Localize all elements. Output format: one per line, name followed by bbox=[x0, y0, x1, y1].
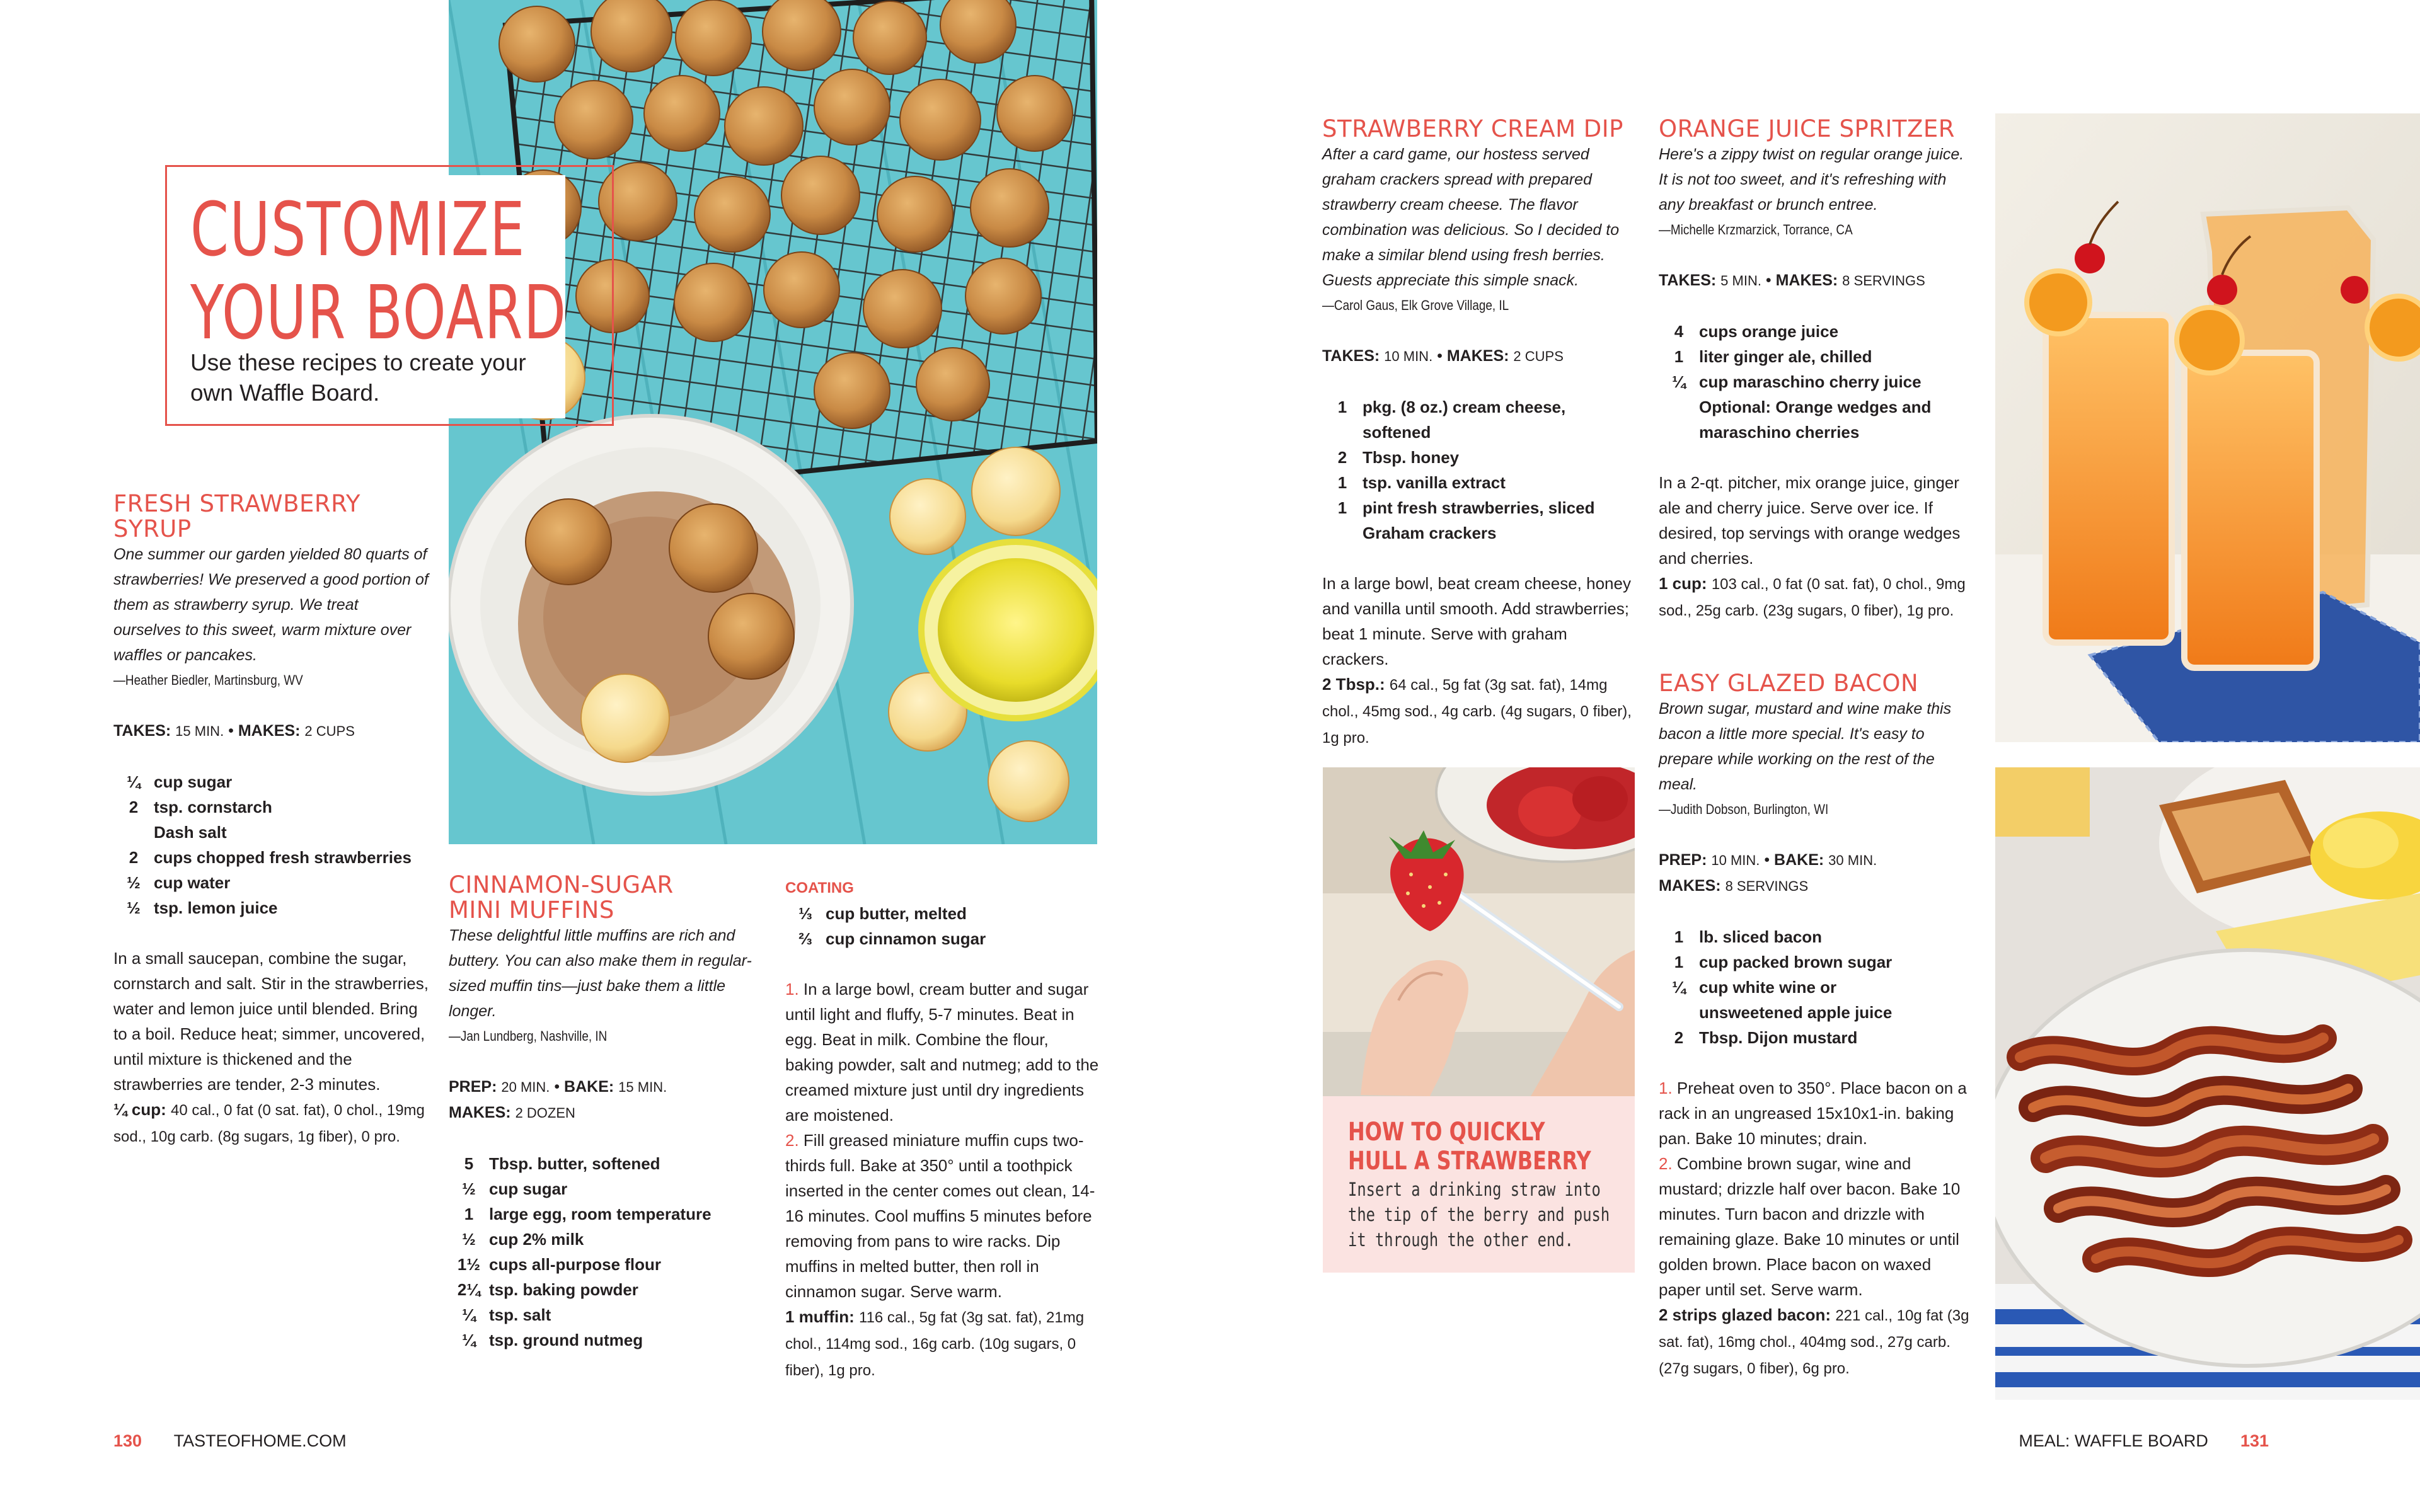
ingredient-list bbox=[1659, 319, 1974, 445]
ingredient-item: cup butter, melted bbox=[826, 904, 967, 923]
ingredient-qty: ½ bbox=[127, 898, 141, 917]
makes-value: 2 CUPS bbox=[1513, 348, 1564, 364]
takes-value: 5 MIN. bbox=[1720, 273, 1761, 289]
ingredient-item: cup packed brown sugar bbox=[1699, 953, 1893, 971]
ingredient bbox=[449, 1176, 755, 1201]
step-text: Preheat oven to 350°. Place bacon on a rack in an ungreased 15x10x1-in. baking pan. Bake 10 minutes; drain. bbox=[1659, 1079, 1967, 1148]
recipe-byline: —Jan Lundberg, Nashville, IN bbox=[449, 1028, 608, 1044]
nutrition-text: 64 cal., 5g fat (3g sat. fat), 14mg chol., 45mg sod., 4g carb. (4g sugars, 0 fiber), 1g pro. bbox=[1322, 677, 1632, 747]
ingredient bbox=[449, 1151, 755, 1176]
ingredient bbox=[1322, 394, 1637, 445]
recipe-title-line-2: MINI MUFFINS bbox=[449, 896, 614, 924]
ingredient-qty: 2 bbox=[1674, 1028, 1684, 1047]
tip-title-line-1: HOW TO QUICKLY bbox=[1348, 1118, 1545, 1147]
step-number: 1. bbox=[785, 980, 799, 999]
recipe-byline: —Michelle Krzmarzick, Torrance, CA bbox=[1659, 222, 1853, 238]
recipe-title: ORANGE JUICE SPRITZER bbox=[1659, 115, 1955, 142]
feature-title-line-2: YOUR BOARD bbox=[190, 269, 567, 356]
coating-label: COATING bbox=[785, 879, 854, 896]
ingredient-item: Dash salt bbox=[154, 823, 227, 842]
bake-label: BAKE: bbox=[1774, 851, 1824, 869]
nutrition-label: 1 muffin: bbox=[785, 1307, 855, 1326]
ingredient bbox=[449, 1252, 755, 1277]
ingredient-item: cup sugar bbox=[154, 772, 233, 791]
nutrition-text: 116 cal., 5g fat (3g sat. fat), 21mg chol., 114mg sod., 16g carb. (10g sugars, 0 fiber), 1g pro. bbox=[785, 1309, 1085, 1379]
bake-value: 30 MIN. bbox=[1828, 852, 1877, 868]
nutrition-label: ¼ cup: bbox=[113, 1100, 166, 1119]
footer-left bbox=[113, 1428, 347, 1453]
ingredient bbox=[449, 1227, 755, 1252]
ingredient-qty: ¼ bbox=[462, 1305, 476, 1324]
orange-drinks-photo bbox=[1995, 113, 2420, 742]
tip-body: Insert a drinking straw into the tip of the berry and push it through the other end. bbox=[1348, 1179, 1610, 1251]
tip-title bbox=[1348, 1118, 1591, 1176]
ingredient-qty bbox=[113, 820, 154, 845]
takes-label: TAKES: bbox=[1322, 347, 1380, 365]
ingredient-qty: ¼ bbox=[1672, 978, 1686, 997]
ingredient bbox=[1659, 369, 1974, 445]
takes-value: 10 MIN. bbox=[1384, 348, 1433, 364]
makes-label: MAKES: bbox=[1775, 272, 1838, 289]
ingredient-qty: 2¼ bbox=[457, 1280, 481, 1299]
ingredient-qty: ½ bbox=[127, 873, 141, 892]
recipe-steps bbox=[1659, 1075, 1974, 1302]
recipe-strawberry-syrup bbox=[113, 491, 429, 1150]
ingredient bbox=[113, 820, 429, 845]
ingredient-qty: 1 bbox=[1674, 927, 1684, 946]
bacon-photo bbox=[1995, 767, 2420, 1400]
site-name: TASTEOFHOME.COM bbox=[173, 1431, 347, 1450]
ingredient bbox=[1322, 495, 1637, 546]
ingredient-item: tsp. vanilla extract bbox=[1363, 473, 1506, 492]
ingredient bbox=[113, 845, 429, 870]
coating-list bbox=[785, 901, 1100, 951]
ingredient-item: cup cinnamon sugar bbox=[826, 929, 986, 948]
recipe-directions: In a small saucepan, combine the sugar, cornstarch and salt. Stir in the strawberries, water and lemon juice until blended. Bring to a boil. Reduce heat; simmer, uncovered, until mixture is thickened and the strawberries are tender, 2-3 minutes. bbox=[113, 949, 429, 1094]
ingredient-item: cup white wine or unsweetened apple juice bbox=[1699, 978, 1893, 1022]
makes-label: MAKES: bbox=[238, 722, 301, 740]
ingredient-item: Tbsp. honey bbox=[1363, 448, 1460, 467]
ingredient-item: cup 2% milk bbox=[489, 1230, 584, 1249]
ingredient-qty: 1 bbox=[1337, 398, 1347, 416]
ingredient bbox=[785, 926, 1100, 951]
ingredient bbox=[1659, 319, 1974, 344]
recipe-mini-muffins bbox=[449, 873, 755, 1353]
makes-value: 2 DOZEN bbox=[515, 1105, 575, 1121]
ingredient bbox=[785, 901, 1100, 926]
ingredient-qty: 1 bbox=[1337, 498, 1347, 517]
nutrition-label: 2 Tbsp.: bbox=[1322, 675, 1385, 694]
recipe-directions: In a large bowl, beat cream cheese, honey and vanilla until smooth. Add strawberries; beat 1 minute. Serve with graham crackers. bbox=[1322, 574, 1631, 668]
step-number: 2. bbox=[1659, 1154, 1673, 1173]
recipe-step bbox=[785, 1128, 1100, 1304]
ingredient bbox=[449, 1277, 755, 1302]
ingredient-qty: 1½ bbox=[457, 1255, 481, 1274]
ingredient-qty: ⅔ bbox=[798, 929, 812, 948]
nutrition-label: 2 strips glazed bacon: bbox=[1659, 1305, 1831, 1324]
ingredient-item: cups all-purpose flour bbox=[489, 1255, 662, 1274]
footer-right bbox=[2019, 1428, 2269, 1453]
ingredient-qty: 1 bbox=[1674, 953, 1684, 971]
page-number: 131 bbox=[2240, 1431, 2269, 1450]
recipe-nutrition bbox=[1322, 672, 1637, 751]
recipe-mini-muffins-continued bbox=[785, 876, 1100, 1383]
recipe-byline: —Judith Dobson, Burlington, WI bbox=[1659, 801, 1829, 817]
ingredient-item: cups chopped fresh strawberries bbox=[154, 848, 412, 867]
ingredient bbox=[1322, 445, 1637, 470]
takes-label: TAKES: bbox=[113, 722, 171, 740]
recipe-title: FRESH STRAWBERRY SYRUP bbox=[113, 490, 361, 542]
ingredient bbox=[1322, 470, 1637, 495]
recipe-meta: TAKES: 10 MIN. • MAKES: 2 CUPS bbox=[1322, 347, 1564, 365]
recipe-title-line-1: CINNAMON-SUGAR bbox=[449, 871, 674, 898]
bake-value: 15 MIN. bbox=[618, 1079, 667, 1095]
ingredient-item: tsp. salt bbox=[489, 1305, 551, 1324]
ingredient bbox=[113, 870, 429, 895]
ingredient bbox=[113, 895, 429, 920]
recipe-strawberry-cream-dip bbox=[1322, 117, 1637, 751]
makes-label: MAKES: bbox=[1446, 347, 1509, 365]
recipe-title: EASY GLAZED BACON bbox=[1659, 670, 1919, 697]
recipe-step bbox=[1659, 1075, 1974, 1151]
ingredient-list bbox=[1322, 394, 1637, 546]
ingredient bbox=[113, 769, 429, 794]
ingredient-item: tsp. ground nutmeg bbox=[489, 1331, 643, 1349]
ingredient bbox=[113, 794, 429, 820]
ingredient-list bbox=[113, 769, 429, 920]
page-number: 130 bbox=[113, 1431, 142, 1450]
section-name: MEAL: WAFFLE BOARD bbox=[2019, 1431, 2208, 1450]
ingredient-qty: ½ bbox=[462, 1179, 476, 1198]
prep-label: PREP: bbox=[449, 1078, 497, 1096]
ingredient-qty: ¼ bbox=[1672, 372, 1686, 391]
feature-title bbox=[190, 188, 567, 354]
recipe-step bbox=[1659, 1151, 1974, 1302]
recipe-title: STRAWBERRY CREAM DIP bbox=[1322, 115, 1623, 142]
ingredient-qty: 1 bbox=[1674, 347, 1684, 366]
ingredient-item: tsp. lemon juice bbox=[154, 898, 278, 917]
nutrition-text: 40 cal., 0 fat (0 sat. fat), 0 chol., 19mg sod., 10g carb. (8g sugars, 1g fiber), 0 pro. bbox=[113, 1102, 425, 1145]
ingredient-item: lb. sliced bacon bbox=[1699, 927, 1823, 946]
ingredient-item: cup sugar bbox=[489, 1179, 568, 1198]
recipe-directions: In a 2-qt. pitcher, mix orange juice, ginger ale and cherry juice. Serve over ice. If desired, top servings with orange wedges and cherries. bbox=[1659, 473, 1961, 568]
ingredient-qty: ¼ bbox=[462, 1331, 476, 1349]
recipe-meta: TAKES: 5 MIN. • MAKES: 8 SERVINGS bbox=[1659, 272, 1925, 289]
ingredient-qty: 1 bbox=[464, 1205, 474, 1223]
ingredient-item: liter ginger ale, chilled bbox=[1699, 347, 1872, 366]
recipe-meta: TAKES: 15 MIN. • MAKES: 2 CUPS bbox=[113, 722, 355, 740]
makes-label: MAKES: bbox=[1659, 877, 1721, 895]
recipe-intro: These delightful little muffins are rich and buttery. You can also make them in regular-sized muffin tins—just bake them a little longer. bbox=[449, 927, 752, 1020]
feature-title-line-1: CUSTOMIZE bbox=[190, 186, 526, 273]
recipe-orange-juice-spritzer bbox=[1659, 117, 1974, 624]
recipe-step bbox=[785, 976, 1100, 1128]
takes-label: TAKES: bbox=[1659, 272, 1717, 289]
feature-title-panel bbox=[176, 175, 565, 418]
feature-subtitle: Use these recipes to create your own Waffle Board. bbox=[190, 350, 526, 406]
ingredient-item: Tbsp. Dijon mustard bbox=[1699, 1028, 1858, 1047]
recipe-meta: PREP: 20 MIN. • BAKE: 15 MIN. MAKES: 2 DOZEN bbox=[449, 1078, 667, 1121]
step-number: 1. bbox=[1659, 1079, 1673, 1097]
ingredient-item: cups orange juice bbox=[1699, 322, 1839, 341]
ingredient-list bbox=[1659, 924, 1974, 1050]
bake-label: BAKE: bbox=[564, 1078, 614, 1096]
step-text: In a large bowl, cream butter and sugar until light and fluffy, 5-7 minutes. Beat in egg. Beat in milk. Combine the flour, baking powder, salt and nutmeg; add to the creamed mixture just until dry ingredients are moistened. bbox=[785, 980, 1099, 1125]
step-text: Fill greased miniature muffin cups two-thirds full. Bake at 350° until a toothpick inserted in the center comes out clean, 14-16 minutes. Cool muffins 5 minutes before removing from pans to wire racks. Dip muffins in melted butter, then roll in cinnamon sugar. Serve warm. bbox=[785, 1131, 1095, 1301]
takes-value: 15 MIN. bbox=[175, 723, 224, 739]
ingredient-qty: ½ bbox=[462, 1230, 476, 1249]
ingredient-qty: ¼ bbox=[127, 772, 141, 791]
ingredient-qty: 4 bbox=[1674, 322, 1684, 341]
prep-value: 20 MIN. bbox=[501, 1079, 550, 1095]
makes-label: MAKES: bbox=[449, 1104, 511, 1121]
step-text: Combine brown sugar, wine and mustard; drizzle half over bacon. Bake 10 minutes. Turn bacon and drizzle with remaining glaze. Bake 10 minutes or until golden brown. Place bacon on waxed paper until set. Serve warm. bbox=[1659, 1154, 1961, 1299]
makes-value: 2 CUPS bbox=[304, 723, 355, 739]
recipe-nutrition bbox=[1659, 1302, 1974, 1382]
prep-value: 10 MIN. bbox=[1711, 852, 1760, 868]
recipe-nutrition bbox=[785, 1304, 1100, 1383]
ingredient bbox=[1659, 344, 1974, 369]
ingredient-qty: 2 bbox=[129, 848, 139, 867]
recipe-byline: —Carol Gaus, Elk Grove Village, IL bbox=[1322, 297, 1509, 313]
prep-label: PREP: bbox=[1659, 851, 1707, 869]
ingredient-item: cup water bbox=[154, 873, 231, 892]
ingredient bbox=[1659, 975, 1974, 1025]
recipe-intro: Here's a zippy twist on regular orange juice. It is not too sweet, and it's refreshing with any breakfast or brunch entree. bbox=[1659, 146, 1964, 214]
ingredient bbox=[449, 1201, 755, 1227]
recipe-title bbox=[449, 873, 755, 923]
ingredient bbox=[1659, 949, 1974, 975]
recipe-nutrition bbox=[1659, 571, 1974, 624]
recipe-intro: One summer our garden yielded 80 quarts of strawberries! We preserved a good portion of them as strawberry syrup. We treat ourselves to this sweet, warm mixture over waffles or pancakes. bbox=[113, 546, 429, 664]
ingredient-list bbox=[449, 1151, 755, 1353]
strawberry-hull-photo bbox=[1323, 767, 1635, 1096]
makes-value: 8 SERVINGS bbox=[1725, 878, 1809, 894]
recipe-easy-glazed-bacon bbox=[1659, 671, 1974, 1382]
ingredient-qty: 5 bbox=[464, 1154, 474, 1173]
nutrition-text: 221 cal., 10g fat (3g sat. fat), 16mg chol., 404mg sod., 27g carb. (27g sugars, 0 fiber), 6g pro. bbox=[1659, 1307, 1969, 1377]
ingredient-qty: 2 bbox=[129, 798, 139, 816]
ingredient-item: Tbsp. butter, softened bbox=[489, 1154, 660, 1173]
recipe-byline: —Heather Biedler, Martinsburg, WV bbox=[113, 672, 303, 688]
ingredient bbox=[1659, 924, 1974, 949]
ingredient-qty: ⅓ bbox=[798, 904, 812, 923]
ingredient-qty: 2 bbox=[1337, 448, 1347, 467]
ingredient-qty: 1 bbox=[1337, 473, 1347, 492]
recipe-meta: PREP: 10 MIN. • BAKE: 30 MIN. MAKES: 8 SERVINGS bbox=[1659, 851, 1877, 895]
makes-value: 8 SERVINGS bbox=[1842, 273, 1925, 289]
nutrition-text: 103 cal., 0 fat (0 sat. fat), 0 chol., 9mg sod., 25g carb. (23g sugars, 0 fiber), 1g pro. bbox=[1659, 576, 1966, 619]
ingredient-item: pkg. (8 oz.) cream cheese, softened bbox=[1363, 398, 1566, 442]
nutrition-label: 1 cup: bbox=[1659, 574, 1707, 593]
recipe-steps bbox=[785, 976, 1100, 1304]
tip-box bbox=[1323, 1096, 1635, 1273]
ingredient bbox=[449, 1302, 755, 1327]
recipe-intro: Brown sugar, mustard and wine make this bacon a little more special. It's easy to prepare while working on the rest of the meal. bbox=[1659, 700, 1952, 793]
ingredient-item: tsp. cornstarch bbox=[154, 798, 272, 816]
recipe-nutrition bbox=[113, 1097, 429, 1150]
ingredient-item: pint fresh strawberries, sliced Graham crackers bbox=[1363, 498, 1595, 542]
ingredient-item: large egg, room temperature bbox=[489, 1205, 712, 1223]
tip-title-line-2: HULL A STRAWBERRY bbox=[1348, 1147, 1591, 1176]
ingredient-item: tsp. baking powder bbox=[489, 1280, 638, 1299]
ingredient-item: cup maraschino cherry juice Optional: Orange wedges and maraschino cherries bbox=[1699, 372, 1932, 442]
ingredient bbox=[449, 1327, 755, 1353]
ingredient bbox=[1659, 1025, 1974, 1050]
step-number: 2. bbox=[785, 1131, 799, 1150]
recipe-intro: After a card game, our hostess served graham crackers spread with prepared strawberry cream cheese. The flavor combination was delicious. So I decided to make a similar blend using fresh berries. Guests appreciate this simple snack. bbox=[1322, 146, 1620, 289]
